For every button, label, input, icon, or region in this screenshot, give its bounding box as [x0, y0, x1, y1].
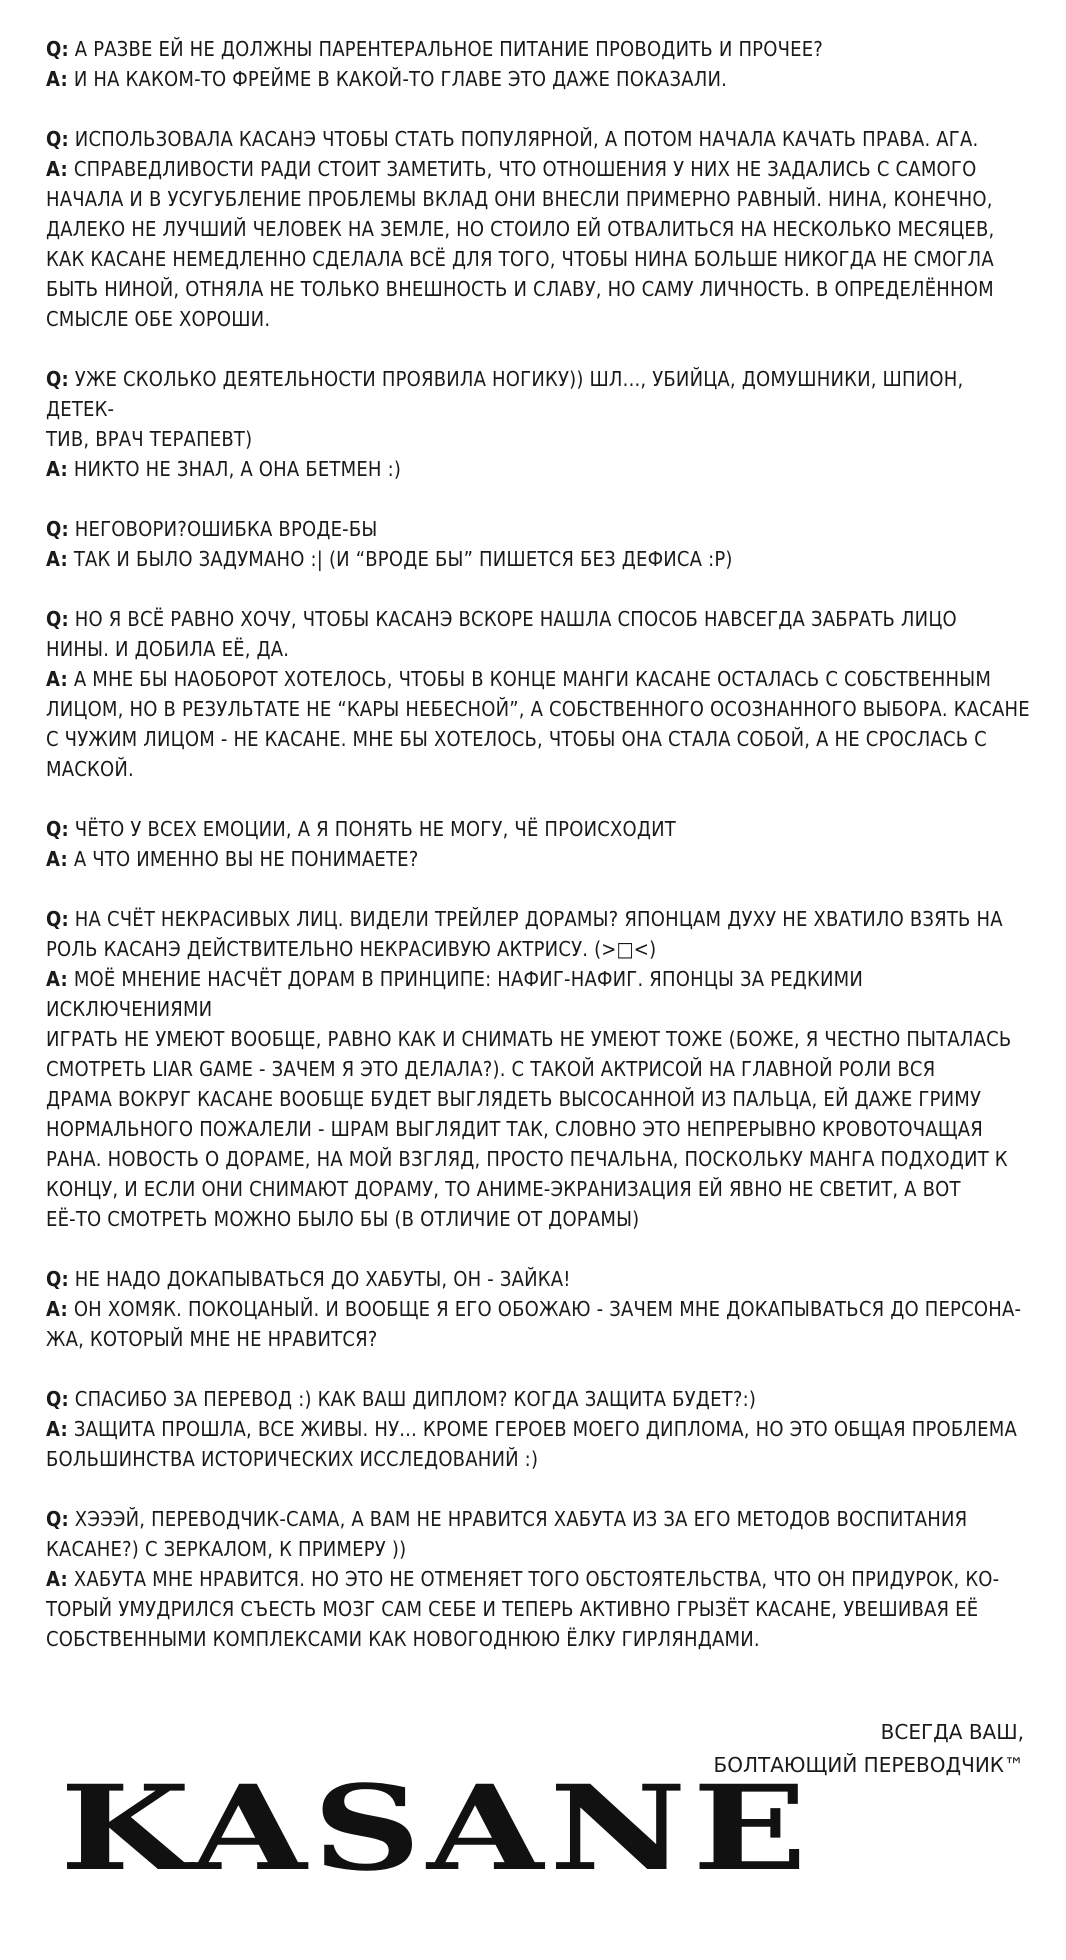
qa-prefix: A:	[46, 847, 68, 871]
question-line: Q: НО Я ВСЁ РАВНО ХОЧУ, ЧТОБЫ КАСАНЭ ВСКОРЕ НАШЛА СПОСОБ НАВСЕГДА ЗАБРАТЬ ЛИЦО	[46, 607, 957, 631]
answer-line: ЖА, КОТОРЫЙ МНЕ НЕ НРАВИТСЯ?	[46, 1327, 378, 1351]
qa-prefix: A:	[46, 1567, 68, 1591]
answer-line: ИГРАТЬ НЕ УМЕЮТ ВООБЩЕ, РАВНО КАК И СНИМАТЬ НЕ УМЕЮТ ТОЖЕ (БОЖЕ, Я ЧЕСТНО ПЫТАЛАСЬ	[46, 1027, 1012, 1051]
answer-line: СМЫСЛЕ ОБЕ ХОРОШИ.	[46, 307, 271, 331]
qa-prefix: A:	[46, 67, 68, 91]
question-line: Q: СПАСИБО ЗА ПЕРЕВОД :) КАК ВАШ ДИПЛОМ? КОГДА ЗАЩИТА БУДЕТ?:)	[46, 1387, 757, 1411]
question-line: Q: ЧЁТО У ВСЕХ ЕМОЦИИ, А Я ПОНЯТЬ НЕ МОГУ, ЧЁ ПРОИСХОДИТ	[46, 817, 676, 841]
answer-line: A: МОЁ МНЕНИЕ НАСЧЁТ ДОРАМ В ПРИНЦИПЕ: НАФИГ-НАФИГ. ЯПОНЦЫ ЗА РЕДКИМИ ИСКЛЮЧЕНИЯМИ	[46, 967, 869, 1021]
answer-line: ЛИЦОМ, НО В РЕЗУЛЬТАТЕ НЕ “КАРЫ НЕБЕСНОЙ”, А СОБСТВЕННОГО ОСОЗНАННОГО ВЫБОРА. КАСАНЕ	[46, 697, 1030, 721]
qa-prefix: A:	[46, 1417, 68, 1441]
answer-line: ЕЁ-ТО СМОТРЕТЬ МОЖНО БЫЛО БЫ (В ОТЛИЧИЕ ОТ ДОРАМЫ)	[46, 1207, 640, 1231]
answer-line: КОНЦУ, И ЕСЛИ ОНИ СНИМАЮТ ДОРАМУ, ТО АНИМЕ-ЭКРАНИЗАЦИЯ ЕЙ ЯВНО НЕ СВЕТИТ, А ВОТ	[46, 1177, 961, 1201]
qa-prefix: Q:	[46, 517, 69, 541]
qa-prefix: A:	[46, 157, 68, 181]
signature-line-1: ВСЕГДА ВАШ,	[880, 1720, 1024, 1744]
answer-line: С ЧУЖИМ ЛИЦОМ - НЕ КАСАНЕ. МНЕ БЫ ХОТЕЛОСЬ, ЧТОБЫ ОНА СТАЛА СОБОЙ, А НЕ СРОСЛАСЬ С	[46, 727, 987, 751]
question-line: КАСАНЕ?) С ЗЕРКАЛОМ, К ПРИМЕРУ ))	[46, 1537, 407, 1561]
question-line: Q: ХЭЭЭЙ, ПЕРЕВОДЧИК-САМА, А ВАМ НЕ НРАВИТСЯ ХАБУТА ИЗ ЗА ЕГО МЕТОДОВ ВОСПИТАНИЯ	[46, 1507, 968, 1531]
answer-line: A: ХАБУТА МНЕ НРАВИТСЯ. НО ЭТО НЕ ОТМЕНЯЕТ ТОГО ОБСТОЯТЕЛЬСТВА, ЧТО ОН ПРИДУРОК, КО-	[46, 1567, 1000, 1591]
qa-block	[46, 604, 1031, 784]
answer-line: РАНА. НОВОСТЬ О ДОРАМЕ, НА МОЙ ВЗГЛЯД, ПРОСТО ПЕЧАЛЬНА, ПОСКОЛЬКУ МАНГА ПОДХОДИТ К	[46, 1147, 1008, 1171]
answer-line: СМОТРЕТЬ LIAR GAME - ЗАЧЕМ Я ЭТО ДЕЛАЛА?). С ТАКОЙ АКТРИСОЙ НА ГЛАВНОЙ РОЛИ ВСЯ	[46, 1057, 936, 1081]
answer-line: БОЛЬШИНСТВА ИСТОРИЧЕСКИХ ИССЛЕДОВАНИЙ :)	[46, 1447, 539, 1471]
answer-line: СОБСТВЕННЫМИ КОМПЛЕКСАМИ КАК НОВОГОДНЮЮ ЁЛКУ ГИРЛЯНДАМИ.	[46, 1627, 760, 1651]
qa-block	[46, 364, 1031, 484]
answer-line: A: ОН ХОМЯК. ПОКОЦАНЫЙ. И ВООБЩЕ Я ЕГО ОБОЖАЮ - ЗАЧЕМ МНЕ ДОКАПЫВАТЬСЯ ДО ПЕРСОНА-	[46, 1297, 1022, 1321]
answer-line: КАК КАСАНЕ НЕМЕДЛЕННО СДЕЛАЛА ВСЁ ДЛЯ ТОГО, ЧТОБЫ НИНА БОЛЬШЕ НИКОГДА НЕ СМОГЛА	[46, 247, 994, 271]
qa-block	[46, 1504, 1031, 1654]
answer-line: A: А МНЕ БЫ НАОБОРОТ ХОТЕЛОСЬ, ЧТОБЫ В КОНЦЕ МАНГИ КАСАНЕ ОСТАЛАСЬ С СОБСТВЕННЫМ	[46, 667, 992, 691]
answer-line: НОРМАЛЬНОГО ПОЖАЛЕЛИ - ШРАМ ВЫГЛЯДИТ ТАК, СЛОВНО ЭТО НЕПРЕРЫВНО КРОВОТОЧАЩАЯ	[46, 1117, 983, 1141]
signature-line-2: БОЛТАЮЩИЙ ПЕРЕВОДЧИК™	[713, 1753, 1024, 1777]
qa-block	[46, 514, 1031, 574]
qa-list	[46, 34, 1031, 1684]
qa-block	[46, 34, 1031, 94]
answer-line: A: И НА КАКОМ-ТО ФРЕЙМЕ В КАКОЙ-ТО ГЛАВЕ ЭТО ДАЖЕ ПОКАЗАЛИ.	[46, 67, 728, 91]
qa-prefix: Q:	[46, 1387, 69, 1411]
answer-line: ДАЛЕКО НЕ ЛУЧШИЙ ЧЕЛОВЕК НА ЗЕМЛЕ, НО СТОИЛО ЕЙ ОТВАЛИТЬСЯ НА НЕСКОЛЬКО МЕСЯЦЕВ,	[46, 217, 995, 241]
answer-line: БЫТЬ НИНОЙ, ОТНЯЛА НЕ ТОЛЬКО ВНЕШНОСТЬ И СЛАВУ, НО САМУ ЛИЧНОСТЬ. В ОПРЕДЕЛЁННОМ	[46, 277, 994, 301]
answer-line: МАСКОЙ.	[46, 757, 134, 781]
question-line: Q: НЕ НАДО ДОКАПЫВАТЬСЯ ДО ХАБУТЫ, ОН - ЗАЙКА!	[46, 1267, 571, 1291]
answer-line: НАЧАЛА И В УСУГУБЛЕНИЕ ПРОБЛЕМЫ ВКЛАД ОНИ ВНЕСЛИ ПРИМЕРНО РАВНЫЙ. НИНА, КОНЕЧНО,	[46, 187, 993, 211]
qa-prefix: A:	[46, 547, 68, 571]
answer-line: A: ТАК И БЫЛО ЗАДУМАНО :| (И “ВРОДЕ БЫ” ПИШЕТСЯ БЕЗ ДЕФИСА :P)	[46, 547, 733, 571]
qa-block	[46, 124, 1031, 334]
qa-prefix: A:	[46, 967, 68, 991]
qa-prefix: A:	[46, 1297, 68, 1321]
qa-prefix: A:	[46, 667, 68, 691]
qa-prefix: Q:	[46, 37, 69, 61]
question-line: Q: УЖЕ СКОЛЬКО ДЕЯТЕЛЬНОСТИ ПРОЯВИЛА НОГИКУ)) ШЛ..., УБИЙЦА, ДОМУШНИКИ, ШПИОН, ДЕТЕК-	[46, 367, 970, 421]
question-line: РОЛЬ КАСАНЭ ДЕЙСТВИТЕЛЬНО НЕКРАСИВУЮ АКТРИСУ. (>□<)	[46, 937, 657, 961]
question-line: НИНЫ. И ДОБИЛА ЕЁ, ДА.	[46, 637, 290, 661]
question-line: Q: НА СЧЁТ НЕКРАСИВЫХ ЛИЦ. ВИДЕЛИ ТРЕЙЛЕР ДОРАМЫ? ЯПОНЦАМ ДУХУ НЕ ХВАТИЛО ВЗЯТЬ НА	[46, 907, 1003, 931]
qa-prefix: Q:	[46, 817, 69, 841]
answer-line: ТОРЫЙ УМУДРИЛСЯ СЪЕСТЬ МОЗГ САМ СЕБЕ И ТЕПЕРЬ АКТИВНО ГРЫЗЁТ КАСАНЕ, УВЕШИВАЯ ЕЁ	[46, 1597, 979, 1621]
qa-block	[46, 1264, 1031, 1354]
question-line: Q: НЕГОВОРИ?ОШИБКА ВРОДЕ-БЫ	[46, 517, 378, 541]
qa-block	[46, 1384, 1031, 1474]
question-line: ТИВ, ВРАЧ ТЕРАПЕВТ)	[46, 427, 253, 451]
qa-block	[46, 814, 1031, 874]
answer-line: A: ЗАЩИТА ПРОШЛА, ВСЕ ЖИВЫ. НУ... КРОМЕ ГЕРОЕВ МОЕГО ДИПЛОМА, НО ЭТО ОБЩАЯ ПРОБЛЕМА	[46, 1417, 1017, 1441]
qa-prefix: Q:	[46, 607, 69, 631]
answer-line: A: НИКТО НЕ ЗНАЛ, А ОНА БЕТМЕН :)	[46, 457, 402, 481]
answer-line: ДРАМА ВОКРУГ КАСАНЕ ВООБЩЕ БУДЕТ ВЫГЛЯДЕТЬ ВЫСОСАННОЙ ИЗ ПАЛЬЦА, ЕЙ ДАЖЕ ГРИМУ	[46, 1087, 982, 1111]
qa-block	[46, 904, 1031, 1234]
answer-line: A: А ЧТО ИМЕННО ВЫ НЕ ПОНИМАЕТЕ?	[46, 847, 419, 871]
qa-prefix: Q:	[46, 907, 69, 931]
question-line: Q: А РАЗВЕ ЕЙ НЕ ДОЛЖНЫ ПАРЕНТЕРАЛЬНОЕ ПИТАНИЕ ПРОВОДИТЬ И ПРОЧЕЕ?	[46, 37, 824, 61]
qa-prefix: A:	[46, 457, 68, 481]
answer-line: A: СПРАВЕДЛИВОСТИ РАДИ СТОИТ ЗАМЕТИТЬ, ЧТО ОТНОШЕНИЯ У НИХ НЕ ЗАДАЛИСЬ С САМОГО	[46, 157, 977, 181]
kasane-logo: KASANE	[60, 1759, 813, 1898]
qa-prefix: Q:	[46, 1267, 69, 1291]
qa-prefix: Q:	[46, 1507, 69, 1531]
qa-prefix: Q:	[46, 127, 69, 151]
question-line: Q: ИСПОЛЬЗОВАЛА КАСАНЭ ЧТОБЫ СТАТЬ ПОПУЛЯРНОЙ, А ПОТОМ НАЧАЛА КАЧАТЬ ПРАВА. АГА.	[46, 127, 979, 151]
qa-prefix: Q:	[46, 367, 69, 391]
